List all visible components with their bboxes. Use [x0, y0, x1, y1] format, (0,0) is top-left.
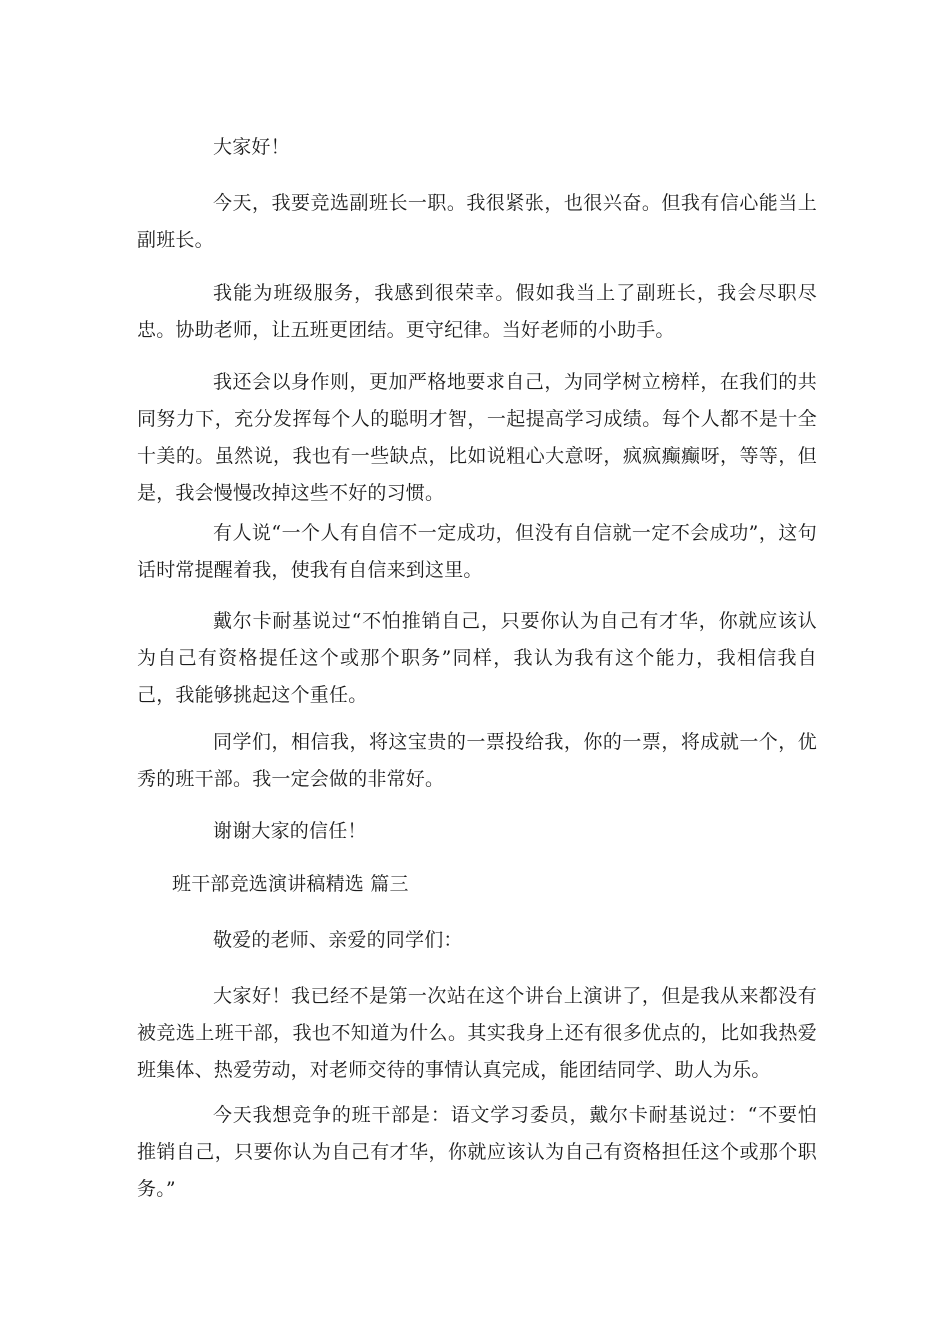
- body-paragraph: 有人说“一个人有自信不一定成功，但没有自信就一定不会成功”，这句话时常提醒着我，使我有自信来到这里。: [137, 522, 817, 581]
- body-paragraph: 今天我想竞争的班干部是：语文学习委员，戴尔卡耐基说过：“不要怕推销自己，只要你认为自己有才华，你就应该认为自己有资格担任这个或那个职务。”: [137, 1104, 817, 1200]
- body-paragraph: 今天，我要竞选副班长一职。我很紧张，也很兴奋。但我有信心能当上副班长。: [137, 192, 817, 251]
- body-paragraph: 我还会以身作则，更加严格地要求自己，为同学树立榜样，在我们的共同努力下，充分发挥每个人的聪明才智，一起提高学习成绩。每个人都不是十全十美的。虽然说，我也有一些缺点，比如说粗心大意呀，疯疯癫癫呀，等等，但是，我会慢慢改掉这些不好的习惯。: [137, 371, 817, 504]
- body-paragraph: 同学们，相信我，将这宝贵的一票投给我，你的一票，将成就一个，优秀的班干部。我一定会做的非常好。: [137, 731, 817, 790]
- section-heading: 班干部竞选演讲稿精选 篇三: [172, 873, 409, 895]
- greeting-paragraph: 大家好！: [213, 136, 290, 158]
- body-paragraph: 我能为班级服务，我感到很荣幸。假如我当上了副班长，我会尽职尽忠。协助老师，让五班更团结。更守纪律。当好老师的小助手。: [137, 282, 817, 341]
- salutation-paragraph: 敬爱的老师、亲爱的同学们：: [213, 929, 463, 951]
- body-paragraph: 戴尔卡耐基说过“不怕推销自己，只要你认为自己有才华，你就应该认为自己有资格提任这个或那个职务”同样，我认为我有这个能力，我相信我自己，我能够挑起这个重任。: [137, 610, 817, 706]
- closing-paragraph: 谢谢大家的信任！: [213, 820, 367, 842]
- body-paragraph: 大家好！我已经不是第一次站在这个讲台上演讲了，但是我从来都没有被竞选上班干部，我也不知道为什么。其实我身上还有很多优点的，比如我热爱班集体、热爱劳动，对老师交待的事情认真完成，能团结同学、助人为乐。: [137, 985, 817, 1081]
